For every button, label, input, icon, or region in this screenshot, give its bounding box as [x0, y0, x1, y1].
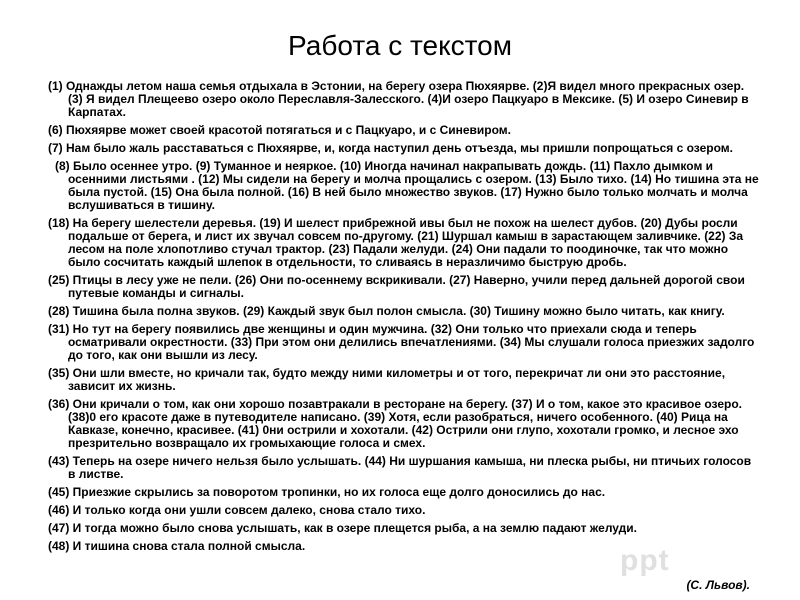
paragraph-3: (7) Нам было жаль расставаться с Пюхяярве, и, когда наступил день отъезда, мы пришли попрощаться с озером.: [48, 141, 733, 155]
page-title: Работа с текстом: [288, 30, 512, 61]
paragraph-5: (18) На берегу шелестели деревья. (19) И шелест прибрежной ивы был не похож на шелест дубов. (20) Дубы росли подальше от берега, и лист их звучал совсем по-другому. (21) Шуршал камыш в зарастающем заливчике. (22) За лесом на поле хлопотливо стучал трактор. (23) Падали желуди. (24) Они падали то поодиночке, так что можно было сосчитать каждый шлепок в отдельности, то сливаясь в неразличимо быструю дробь.: [48, 216, 744, 269]
paragraph-2: (6) Пюхяярве может своей красотой потягаться и с Пацкуаро, и с Синевиром.: [48, 123, 512, 137]
paragraph-10: (36) Они кричали о том, как они хорошо позавтракали в ресторане на берегу. (37) И о том, какое это красивое озеро. (38)0 его красоте даже в путеводителе написано. (39) Хотя, если разобраться, ничего особенного. (40) Рица на Кавказе, конечно, красивее. (41) 0ни острили и хохотали. (42) Острили они глупо, хохотали громко, и лесное эхо презрительно возвращало их громыхающие голоса и смех.: [48, 397, 742, 450]
paragraph-1: (1) Однажды летом наша семья отдыхала в Эстонии, на берегу озера Пюхяярве. (2)Я видел много прекрасных озер. (3) Я видел Плещеево озеро около Переславля-Залесского. (4)И озеро Пацкуаро в Мексике. (5) И озеро Синевир в Карпатах.: [48, 79, 749, 119]
paragraph-7: (28) Тишина была полна звуков. (29) Каждый звук был полон смысла. (30) Тишину можно было читать, как книгу.: [48, 304, 725, 318]
watermark-logo-text: ppt: [620, 544, 670, 577]
paragraph-11: (43) Теперь на озере ничего нельзя было услышать. (44) Ни шуршания камыша, ни плеска рыбы, ни птичьих голосов в листве.: [48, 454, 752, 481]
paragraph-12: (45) Приезжие скрылись за поворотом тропинки, но их голоса еще долго доносились до нас.: [48, 485, 606, 499]
author-signature: (С. Львов).: [686, 578, 750, 592]
paragraph-9: (35) Они шли вместе, но кричали так, будто между ними километры и от того, перекричат ли они это расстояние, зависит их жизнь.: [48, 366, 726, 393]
text-body: [48, 80, 760, 558]
paragraph-6: (25) Птицы в лесу уже не пели. (26) Они по-осеннему вскрикивали. (27) Наверно, учили перед дальней дорогой свои путевые команды и сигналы.: [48, 273, 745, 300]
watermark-logo-graphic: [620, 540, 760, 580]
paragraph-4: (8) Было осеннее утро. (9) Туманное и неяркое. (10) Иногда начинал накрапывать дождь. (11) Пахло дымком и осенними листьями . (12) Мы сидели на берегу и молча прощались с озером. (13) Было тихо. (14) Но тишина эта не была пустой. (15) Она была полной. (16) В ней было множество звуков. (17) Нужно было только молчать и молча вслушиваться в тишину.: [55, 159, 759, 212]
paragraph-8: (31) Но тут на берегу появились две женщины и один мужчина. (32) Они только что приехали сюда и теперь осматривали окрестности. (33) При этом они делились впечатлениями. (34) Мы слушали голоса приезжих задолго до того, как они вышли из лесу.: [48, 322, 755, 362]
paragraph-14: (47) И тогда можно было снова услышать, как в озере плещется рыба, а на землю падают желуди.: [48, 521, 637, 535]
paragraph-13: (46) И только когда они ушли совсем далеко, снова стало тихо.: [48, 503, 426, 517]
paragraph-15: (48) И тишина снова стала полной смысла.: [48, 539, 306, 553]
